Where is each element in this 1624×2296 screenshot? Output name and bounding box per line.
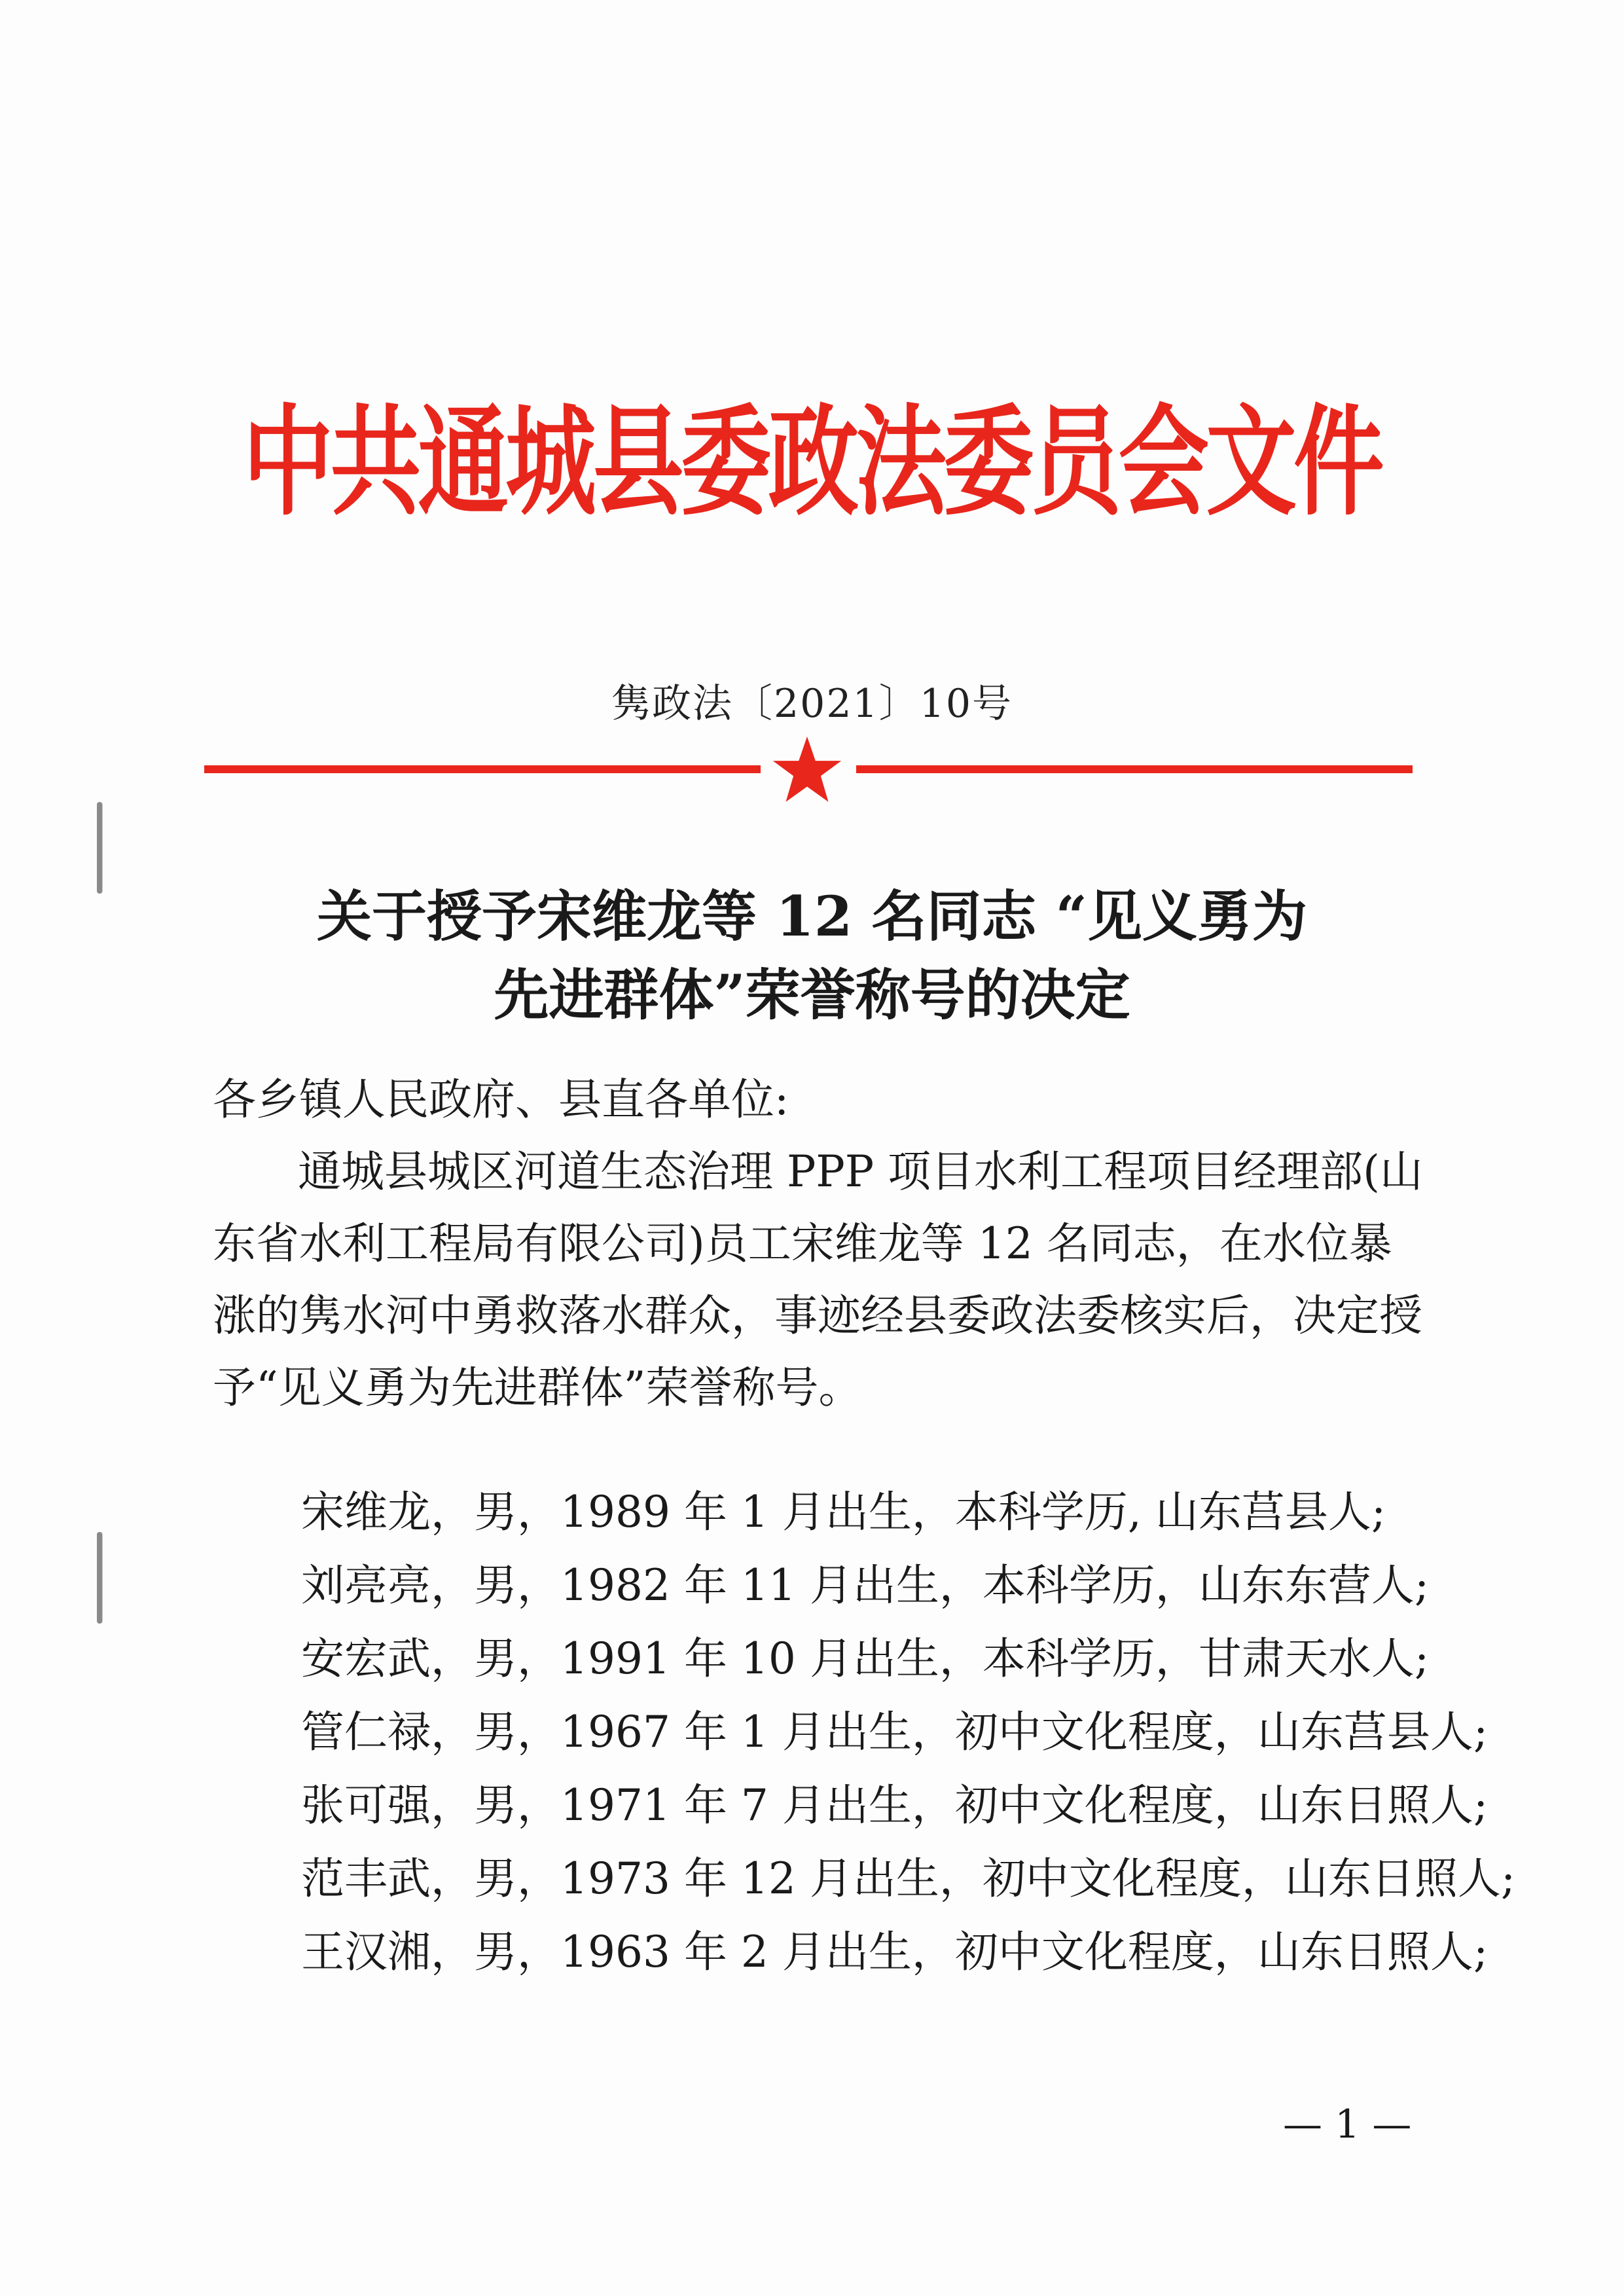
red-star-icon	[769, 732, 845, 808]
document-number: 隽政法〔2021〕10号	[611, 681, 1013, 727]
document-header-title: 中共通城县委政法委员会文件	[243, 392, 1381, 532]
person-entry: 安宏武，男，1991 年 10 月出生，本科学历，甘肃天水人;	[301, 1633, 1430, 1684]
person-entry: 刘亮亮，男，1982 年 11 月出生，本科学历，山东东营人;	[301, 1560, 1430, 1611]
document-title-line-2: 先进群体”荣誉称号的决定	[494, 962, 1130, 1027]
person-entry: 管仁禄，男，1967 年 1 月出生，初中文化程度，山东莒县人;	[301, 1707, 1489, 1757]
person-entry: 宋维龙，男，1989 年 1 月出生，本科学历, 山东莒县人;	[301, 1487, 1386, 1537]
body-paragraph-line: 东省水利工程局有限公司)员工宋维龙等 12 名同志，在水位暴	[213, 1218, 1392, 1269]
body-paragraph-line: 予“见义勇为先进群体”荣誉称号。	[213, 1362, 862, 1413]
binding-staple	[97, 1532, 102, 1624]
document-title-line-1: 关于授予宋维龙等 12 名同志 “见义勇为	[317, 884, 1307, 949]
body-paragraph-line: 涨的隽水河中勇救落水群众，事迹经县委政法委核实后，决定授	[213, 1290, 1422, 1341]
person-entry: 范丰武，男，1973 年 12 月出生，初中文化程度，山东日照人;	[301, 1853, 1516, 1904]
red-rule-right	[856, 765, 1413, 773]
person-entry: 王汉湘，男，1963 年 2 月出生，初中文化程度，山东日照人;	[301, 1927, 1489, 1977]
red-rule-left	[204, 765, 761, 773]
body-paragraph-line: 通城县城区河道生态治理 PPP 项目水利工程项目经理部(山	[298, 1146, 1423, 1197]
person-entry: 张可强，男，1971 年 7 月出生，初中文化程度，山东日照人;	[301, 1780, 1489, 1831]
page-number: — 1 —	[1283, 2102, 1412, 2147]
addressee: 各乡镇人民政府、县直各单位:	[213, 1074, 789, 1125]
